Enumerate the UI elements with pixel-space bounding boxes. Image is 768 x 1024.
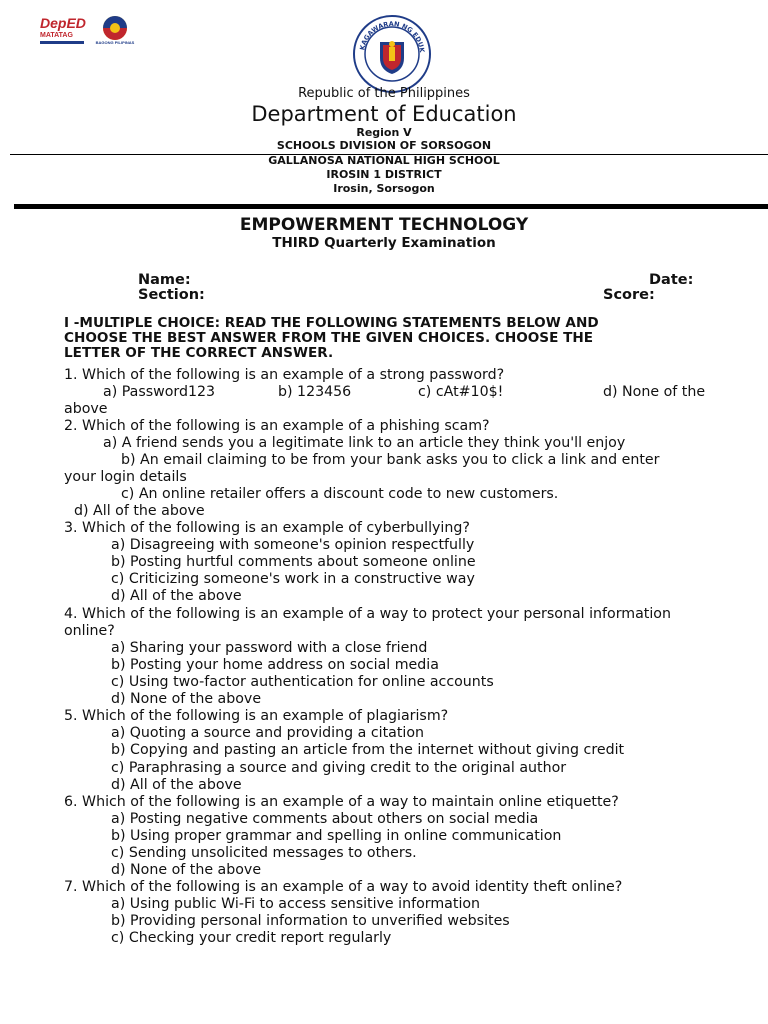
question-3: 3. Which of the following is an example of cyberbullying? xyxy=(64,520,470,536)
question-6: 6. Which of the following is an example of a way to maintain online etiquette? xyxy=(64,794,619,810)
division-line: SCHOOLS DIVISION OF SORSOGON xyxy=(276,139,492,152)
q1-option-b: b) 123456 xyxy=(278,384,352,400)
score-label: Score: xyxy=(603,287,655,303)
bagong-pilipinas-text: BAGONG PILIPINAS xyxy=(95,40,135,45)
q4-option-b: b) Posting your home address on social media xyxy=(111,657,439,673)
q3-option-c: c) Criticizing someone's work in a constructive way xyxy=(111,571,475,587)
q4-option-a: a) Sharing your password with a close friend xyxy=(111,640,428,656)
q6-option-d: d) None of the above xyxy=(111,862,262,878)
q2-option-b: b) An email claiming to be from your bank asks you to click a link and enter xyxy=(121,452,660,468)
q1-option-c: c) cAt#10$! xyxy=(418,384,504,400)
question-4: 4. Which of the following is an example of a way to protect your personal information xyxy=(64,606,671,622)
district-line: IROSIN 1 DISTRICT xyxy=(326,168,442,181)
republic-line: Republic of the Philippines xyxy=(298,86,470,101)
q1-option-d: d) None of the xyxy=(603,384,706,400)
department-title: Department of Education xyxy=(251,102,517,126)
question-1: 1. Which of the following is an example of a strong password? xyxy=(64,367,505,383)
region-line: Region V xyxy=(356,126,412,139)
q4-option-c: c) Using two-factor authentication for online accounts xyxy=(111,674,494,690)
deped-logo-text: DepED xyxy=(40,15,86,31)
deped-seal xyxy=(352,14,432,94)
subject-title: EMPOWERMENT TECHNOLOGY xyxy=(239,215,529,235)
instructions-line-1: I -MULTIPLE CHOICE: READ THE FOLLOWING STATEMENTS BELOW AND xyxy=(64,315,599,331)
bagong-pilipinas-logo xyxy=(92,14,138,48)
name-label: Name: xyxy=(138,272,191,288)
deped-seal-icon xyxy=(352,14,432,94)
question-7: 7. Which of the following is an example of a way to avoid identity theft online? xyxy=(64,879,623,895)
q3-option-a: a) Disagreeing with someone's opinion respectfully xyxy=(111,537,475,553)
q1-option-d-wrap: above xyxy=(64,401,108,417)
deped-logo-sub: MATATAG xyxy=(40,32,73,39)
instructions-line-3: LETTER OF THE CORRECT ANSWER. xyxy=(64,345,334,361)
q6-option-a: a) Posting negative comments about others on social media xyxy=(111,811,539,827)
q4-option-d: d) None of the above xyxy=(111,691,262,707)
q2-option-d: d) All of the above xyxy=(74,503,205,519)
question-5: 5. Which of the following is an example of plagiarism? xyxy=(64,708,449,724)
deped-logo xyxy=(40,16,88,46)
svg-text:KAGAWARAN NG EDUKASYON: KAGAWARAN NG EDUK xyxy=(358,19,427,54)
q2-option-a: a) A friend sends you a legitimate link to an article they think you'll enjoy xyxy=(103,435,626,451)
location-line: Irosin, Sorsogon xyxy=(333,182,435,195)
section-label: Section: xyxy=(138,287,205,303)
instructions-line-2: CHOOSE THE BEST ANSWER FROM THE GIVEN CHOICES. CHOOSE THE xyxy=(64,330,594,346)
q2-option-c: c) An online retailer offers a discount code to new customers. xyxy=(121,486,559,502)
q3-option-d: d) All of the above xyxy=(111,588,242,604)
q7-option-b: b) Providing personal information to unverified websites xyxy=(111,913,510,929)
header-divider-thick xyxy=(14,204,768,209)
q7-option-a: a) Using public Wi-Fi to access sensitive information xyxy=(111,896,481,912)
question-4-wrap: online? xyxy=(64,623,115,639)
q1-option-a: a) Password123 xyxy=(103,384,216,400)
q7-option-c: c) Checking your credit report regularly xyxy=(111,930,392,946)
q5-option-d: d) All of the above xyxy=(111,777,242,793)
q6-option-b: b) Using proper grammar and spelling in online communication xyxy=(111,828,562,844)
exam-title: THIRD Quarterly Examination xyxy=(272,235,496,251)
school-line: GALLANOSA NATIONAL HIGH SCHOOL xyxy=(268,154,500,167)
q5-option-a: a) Quoting a source and providing a citation xyxy=(111,725,424,741)
q5-option-c: c) Paraphrasing a source and giving credit to the original author xyxy=(111,760,567,776)
date-label: Date: xyxy=(649,272,694,288)
q5-option-b: b) Copying and pasting an article from the internet without giving credit xyxy=(111,742,625,758)
question-2: 2. Which of the following is an example of a phishing scam? xyxy=(64,418,490,434)
q3-option-b: b) Posting hurtful comments about someone online xyxy=(111,554,476,570)
q2-option-b-wrap: your login details xyxy=(64,469,187,485)
q6-option-c: c) Sending unsolicited messages to others. xyxy=(111,845,417,861)
